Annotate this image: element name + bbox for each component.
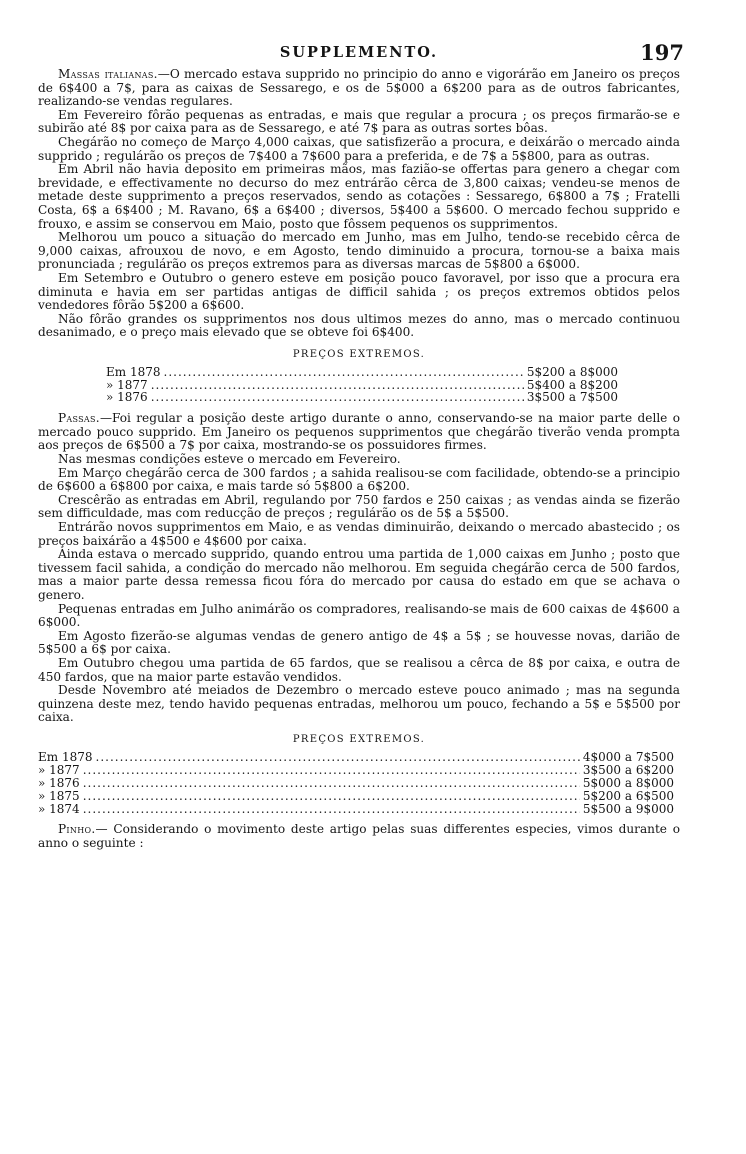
table-year: » 1877 xyxy=(106,378,148,392)
section-passas xyxy=(38,412,680,815)
table-row xyxy=(106,379,618,392)
paragraph: Melhorou um pouco a situação do mercado em Junho, mas em Julho, tendo-se recebido cêrca de 9,000 caixas, afrouxou de novo, e em Agosto, tendo diminuido a procura, tornou-se a baixa mais pronunciada ; regulárão os preços extremos para as diversas marcas de 5$800 a 6$000. xyxy=(38,230,680,272)
table-year: » 1876 xyxy=(38,776,80,790)
table-row xyxy=(38,803,674,816)
page xyxy=(38,40,684,851)
price-table xyxy=(38,751,674,816)
paragraph: Pinho.— Considerando o movimento deste artigo pelas suas differentes especies, vimos durante o anno o seguinte : xyxy=(38,822,680,851)
table-range: 5$500 a 9$000 xyxy=(582,802,674,816)
table-year: » 1876 xyxy=(106,391,148,405)
table-row xyxy=(106,391,618,404)
section-massas-italianas xyxy=(38,68,680,404)
table-row xyxy=(38,777,674,790)
paragraph: Ainda estava o mercado supprido, quando entrou uma partida de 1,000 caixas em Junho ; posto que tivessem facil sahida, a condição do mercado não melhorou. Em seguida chegárão cerca de 500 fardos, mas a maior parte dessa remessa ficou fóra do mercado por causa do estado em que se achava o genero. xyxy=(38,547,680,602)
table-range: 5$400 a 8$200 xyxy=(526,378,618,392)
paragraph: Chegárão no começo de Março 4,000 caixas, que satisfizerão a procura, e deixárão o mercado ainda supprido ; regulárão os preços de 7$400 a 7$600 para a preferida, e de 7$ a 5$800, para as outras. xyxy=(38,134,680,163)
price-table xyxy=(106,366,618,404)
leader-dots xyxy=(83,777,580,790)
table-range: 3$500 a 6$200 xyxy=(582,763,674,777)
section-pinho xyxy=(38,823,680,850)
paragraph: Desde Novembro até meiados de Dezembro o mercado esteve pouco animado ; mas na segunda quinzena deste mez, tendo havido pequenas entradas, melhorou um pouco, fechando a 5$ e 5$500 por caixa. xyxy=(38,683,680,725)
paragraph: Em Abril não havia deposito em primeiras mãos, mas fazião-se offertas para genero a chegar com brevidade, e effectivamente no decurso do mez entrárão cêrca de 3,800 caixas; vendeu-se menos de metade deste supprimento a preços reservados, sendo as cotações : Sessarego, 6$800 a 7$ ; Fratelli Costa, 6$ a 6$400 ; M. Ravano, 6$ a 6$400 ; diversos, 5$400 a 5$600. O mercado fechou supprido e frouxo, e assim se conservou em Maio, posto que fôssem pequenos os supprimentos. xyxy=(38,162,680,231)
leader-dots xyxy=(151,379,524,392)
paragraph: Pequenas entradas em Julho animárão os compradores, realisando-se mais de 600 caixas de 4$600 a 6$000. xyxy=(38,601,680,630)
table-range: 5$200 a 8$000 xyxy=(526,365,618,379)
table-year: » 1875 xyxy=(38,789,80,803)
leader-dots xyxy=(83,803,580,816)
page-number: 197 xyxy=(640,40,684,65)
paragraph: Passas.—Foi regular a posição deste artigo durante o anno, conservando-se na maior parte delle o mercado pouco supprido. Em Janeiro os pequenos supprimentos que chegárão tiverão venda prompta aos preços de 6$500 a 7$ por caixa, mostrando-se os possuidores firmes. xyxy=(38,411,680,453)
paragraph: Massas italianas.—O mercado estava supprido no principio do anno e vigorárão em Janeiro os preços de 6$400 a 7$, para as caixas de Sessarego, e os de 5$000 a 6$200 para as de outros fabricantes, realizando-se vendas regulares. xyxy=(38,67,681,109)
table-range: 5$200 a 6$500 xyxy=(582,789,674,803)
paragraph: Em Fevereiro fôrão pequenas as entradas, e mais que regular a procura ; os preços firmarão-se e subirão até 8$ por caixa para as de Sessarego, e até 7$ para as outras sortes bôas. xyxy=(38,107,680,136)
table-row xyxy=(38,751,674,764)
table-range: 3$500 a 7$500 xyxy=(526,391,618,405)
paragraph: Não fôrão grandes os supprimentos nos dous ultimos mezes do anno, mas o mercado continuou desanimado, e o preço mais elevado que se obteve foi 6$400. xyxy=(38,311,680,340)
table-year: » 1877 xyxy=(38,763,80,777)
table-range: 4$000 a 7$500 xyxy=(582,750,674,764)
paragraph: Em Setembro e Outubro o genero esteve em posição pouco favoravel, por isso que a procura era diminuta e havia em ser partidas antigas de difficil sahida ; os preços extremos obtidos pelos vendedores fôrão 5$200 a 6$600. xyxy=(38,270,680,313)
leader-dots xyxy=(164,366,524,379)
table-year: Em 1878 xyxy=(38,750,93,764)
leader-dots xyxy=(151,391,524,404)
paragraph: Crescêrão as entradas em Abril, regulando por 750 fardos e 250 caixas ; as vendas ainda se fizerão sem difficuldade, mas com reducção de preços ; regulárão os de 5$ a 5$500. xyxy=(38,492,680,521)
leader-dots xyxy=(83,764,580,777)
section-lead: Pinho. xyxy=(58,822,96,837)
table-row xyxy=(38,764,674,777)
leader-dots xyxy=(83,790,580,803)
paragraph: Nas mesmas condições esteve o mercado em Fevereiro. xyxy=(58,452,401,467)
paragraph: Em Agosto fizerão-se algumas vendas de genero antigo de 4$ a 5$ ; se houvesse novas, darião de 5$500 a 6$ por caixa. xyxy=(38,628,680,657)
leader-dots xyxy=(96,751,580,764)
running-head: SUPPLEMENTO. xyxy=(279,44,439,61)
table-year: » 1874 xyxy=(38,802,80,816)
page-header xyxy=(38,40,684,68)
section-lead: Massas italianas. xyxy=(58,67,158,81)
section-lead: Passas. xyxy=(58,411,100,426)
table-row xyxy=(106,366,618,379)
paragraph: Entrárão novos supprimentos em Maio, e as vendas diminuirão, deixando o mercado abastecido ; os preços baixárão a 4$500 e 4$600 por caixa. xyxy=(38,520,680,548)
paragraph: Em Março chegárão cerca de 300 fardos ; a sahida realisou-se com facilidade, obtendo-se a principio de 6$600 a 6$800 por caixa, e mais tarde só 5$800 a 6$200. xyxy=(38,465,680,494)
table-range: 5$000 a 8$000 xyxy=(582,776,674,790)
table-row xyxy=(38,790,674,803)
paragraph: Em Outubro chegou uma partida de 65 fardos, que se realisou a cêrca de 8$ por caixa, e outra de 450 fardos, que na maior parte estavão vendidos. xyxy=(38,655,680,684)
table-title: PREÇOS EXTREMOS. xyxy=(292,733,426,745)
table-title: PREÇOS EXTREMOS. xyxy=(292,348,426,360)
table-year: Em 1878 xyxy=(106,365,161,379)
